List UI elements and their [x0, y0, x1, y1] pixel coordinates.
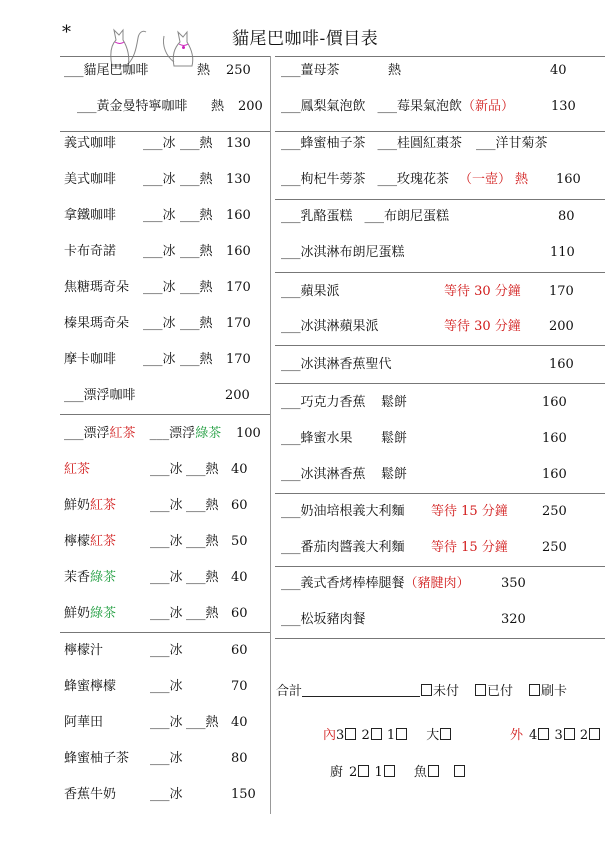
price: 170 [549, 284, 574, 299]
waffle-label: 鬆餅 [381, 395, 408, 410]
waffle-label: 鬆餅 [381, 467, 408, 482]
hot-option: ___熱 [186, 715, 219, 730]
ice-option: ___冰 [143, 316, 176, 331]
coffee-name: 義式咖啡 [64, 136, 117, 151]
price: 250 [542, 540, 567, 555]
inside-seating: 內3 2 1 大 [323, 728, 452, 744]
kitchen-2-checkbox[interactable] [358, 765, 369, 777]
ice-option: ___冰 [150, 751, 183, 766]
item-drumstick-meal: ___義式香烤棒棒腿餐（豬腱肉） [281, 576, 470, 591]
hot-label: 熱 [211, 99, 225, 114]
divider [275, 272, 605, 273]
divider [275, 566, 605, 567]
hot-option: ___熱 [186, 534, 219, 549]
page-title: 貓尾巴咖啡-價目表 [232, 29, 379, 49]
price: 40 [231, 570, 248, 585]
coffee-name: 卡布奇諾 [64, 244, 117, 259]
outside-seating: 外 4 3 2 [510, 728, 601, 744]
tea-name [64, 606, 116, 622]
price: 40 [231, 462, 248, 477]
divider [275, 493, 605, 494]
paid-checkbox[interactable] [475, 684, 486, 696]
item-teas-row2: ___枸杞牛蒡茶 ___玫瑰花茶 （一壺） 熱 [281, 172, 529, 187]
hot-option: ___熱 [186, 498, 219, 513]
divider [60, 56, 270, 57]
price: 160 [542, 431, 567, 446]
divider [275, 638, 605, 639]
coffee-name: 焦糖瑪奇朵 [64, 280, 130, 295]
price: 170 [226, 316, 251, 331]
juice-name: 蜂蜜柚子茶 [64, 751, 130, 766]
inside-big-checkbox[interactable] [440, 728, 451, 740]
hot-option: ___熱 [186, 462, 219, 477]
ice-option: ___冰 [143, 208, 176, 223]
wait-note: 等待 15 分鐘 [431, 504, 508, 519]
hot-option: ___熱 [186, 606, 219, 621]
price: 60 [231, 643, 248, 658]
divider [275, 199, 605, 200]
cat-right-icon [163, 32, 192, 66]
hot-option: ___熱 [180, 208, 213, 223]
item-icecream-apple-pie: ___冰淇淋蘋果派 [281, 319, 379, 334]
ice-option: ___冰 [150, 715, 183, 730]
price: 160 [542, 395, 567, 410]
price: 250 [542, 504, 567, 519]
price: 50 [231, 534, 248, 549]
divider [275, 345, 605, 346]
hot-label: 熱 [197, 63, 211, 78]
price: 200 [225, 388, 250, 403]
inside-3-checkbox[interactable] [345, 728, 356, 740]
tea-name [64, 498, 116, 514]
hot-option: ___熱 [186, 570, 219, 585]
total-blank [302, 684, 420, 697]
price: 40 [550, 63, 567, 78]
ice-option: ___冰 [143, 352, 176, 367]
inside-1-checkbox[interactable] [396, 728, 407, 740]
inside-2-checkbox[interactable] [371, 728, 382, 740]
tea-color: 綠茶 [90, 570, 117, 585]
price: 200 [238, 99, 263, 114]
price: 350 [501, 576, 526, 591]
ice-option: ___冰 [143, 280, 176, 295]
item-brownie-icecream: ___冰淇淋布朗尼蛋糕 [281, 245, 405, 260]
price: 170 [226, 280, 251, 295]
divider [275, 56, 605, 57]
ice-option: ___冰 [143, 172, 176, 187]
item-sparkling: ___鳳梨氣泡飲 ___莓果氣泡飲（新品） [281, 99, 515, 114]
fish-checkbox[interactable] [428, 765, 439, 777]
hot-option: ___熱 [180, 280, 213, 295]
juice-name: 蜂蜜檸檬 [64, 679, 117, 694]
price: 40 [231, 715, 248, 730]
item-float-coffee: ___漂浮咖啡 [64, 388, 136, 403]
price: 160 [542, 467, 567, 482]
item-pork-meal: ___松坂豬肉餐 [281, 612, 366, 627]
item-teas-row1: ___蜂蜜柚子茶 ___桂圓紅棗茶 ___洋甘菊茶 [281, 136, 548, 151]
item-carbonara: ___奶油培根義大利麵 [281, 504, 405, 519]
price: 60 [231, 498, 248, 513]
card-checkbox[interactable] [529, 684, 540, 696]
hot-option: ___熱 [180, 316, 213, 331]
tea-color: 紅茶 [64, 462, 91, 477]
item-cat-tail-coffee: ___貓尾巴咖啡 [64, 63, 149, 78]
hot-option: ___熱 [180, 136, 213, 151]
center-divider [270, 56, 271, 814]
ice-option: ___冰 [143, 244, 176, 259]
tea-prefix: 茉香 [64, 570, 91, 585]
tea-name [64, 534, 116, 550]
coffee-name: 美式咖啡 [64, 172, 117, 187]
ice-option: ___冰 [150, 679, 183, 694]
tea-prefix: 檸檬 [64, 534, 91, 549]
ice-option: ___冰 [150, 643, 183, 658]
tea-color: 紅茶 [90, 534, 117, 549]
coffee-name: 拿鐵咖啡 [64, 208, 117, 223]
ice-option: ___冰 [150, 462, 183, 477]
ice-option: ___冰 [150, 570, 183, 585]
price: 320 [501, 612, 526, 627]
item-bolognese: ___番茄肉醬義大利麵 [281, 540, 405, 555]
divider [60, 414, 270, 415]
price: 160 [226, 244, 251, 259]
ice-option: ___冰 [143, 136, 176, 151]
waffle-name: ___蜂蜜水果 [281, 431, 353, 446]
tea-color: 紅茶 [90, 498, 117, 513]
tea-prefix: 鮮奶 [64, 498, 91, 513]
juice-name: 阿華田 [64, 715, 104, 730]
item-apple-pie: ___蘋果派 [281, 284, 340, 299]
price: 80 [231, 751, 248, 766]
item-float-tea: ___漂浮紅茶 ___漂浮綠茶 [64, 426, 222, 441]
tea-prefix: 鮮奶 [64, 606, 91, 621]
hot-option: ___熱 [180, 244, 213, 259]
juice-name: 香蕉牛奶 [64, 787, 117, 802]
price: 160 [549, 357, 574, 372]
hot-label: 熱 [388, 63, 402, 78]
coffee-name: 榛果瑪奇朵 [64, 316, 130, 331]
juice-name: 檸檬汁 [64, 643, 104, 658]
waffle-label: 鬆餅 [381, 431, 408, 446]
ice-option: ___冰 [150, 498, 183, 513]
divider [60, 632, 270, 633]
cat-left-icon [111, 30, 146, 66]
outside-4-checkbox[interactable] [538, 728, 549, 740]
price: 70 [231, 679, 248, 694]
ice-option: ___冰 [150, 606, 183, 621]
price: 60 [231, 606, 248, 621]
ice-option: ___冰 [150, 534, 183, 549]
price: 160 [556, 172, 581, 187]
item-ginger-tea: ___薑母茶 [281, 63, 340, 78]
price: 130 [226, 172, 251, 187]
price: 100 [236, 426, 261, 441]
price: 250 [226, 63, 251, 78]
item-mandheling: ___黃金曼特寧咖啡 [77, 99, 188, 114]
price: 200 [549, 319, 574, 334]
unpaid-checkbox[interactable] [421, 684, 432, 696]
divider [275, 131, 605, 132]
outside-3-checkbox[interactable] [564, 728, 575, 740]
price: 80 [558, 209, 575, 224]
item-banana-sundae: ___冰淇淋香蕉聖代 [281, 357, 392, 372]
wait-note: 等待 15 分鐘 [431, 540, 508, 555]
price: 110 [550, 245, 575, 260]
kitchen-row: 廚 2 1 魚 [330, 765, 466, 781]
tea-color: 綠茶 [90, 606, 117, 621]
total-label: 合計 [276, 684, 303, 699]
coffee-name: 摩卡咖啡 [64, 352, 117, 367]
divider [275, 383, 605, 384]
price: 130 [551, 99, 576, 114]
asterisk: * [62, 22, 71, 43]
price: 150 [231, 787, 256, 802]
price: 170 [226, 352, 251, 367]
kitchen-1-checkbox[interactable] [384, 765, 395, 777]
hot-option: ___熱 [180, 172, 213, 187]
total-row: 合計 未付 已付 刷卡 [276, 684, 568, 699]
tea-name [64, 462, 90, 478]
outside-2-checkbox[interactable] [589, 728, 600, 740]
ice-option: ___冰 [150, 787, 183, 802]
price: 130 [226, 136, 251, 151]
extra-checkbox[interactable] [454, 765, 465, 777]
waffle-name: ___巧克力香蕉 [281, 395, 366, 410]
wait-note: 等待 30 分鐘 [444, 319, 521, 334]
waffle-name: ___冰淇淋香蕉 [281, 467, 366, 482]
item-cakes: ___乳酪蛋糕 ___布朗尼蛋糕 [281, 209, 450, 224]
wait-note: 等待 30 分鐘 [444, 284, 521, 299]
hot-option: ___熱 [180, 352, 213, 367]
price: 160 [226, 208, 251, 223]
tea-name [64, 570, 116, 586]
divider [60, 131, 270, 132]
